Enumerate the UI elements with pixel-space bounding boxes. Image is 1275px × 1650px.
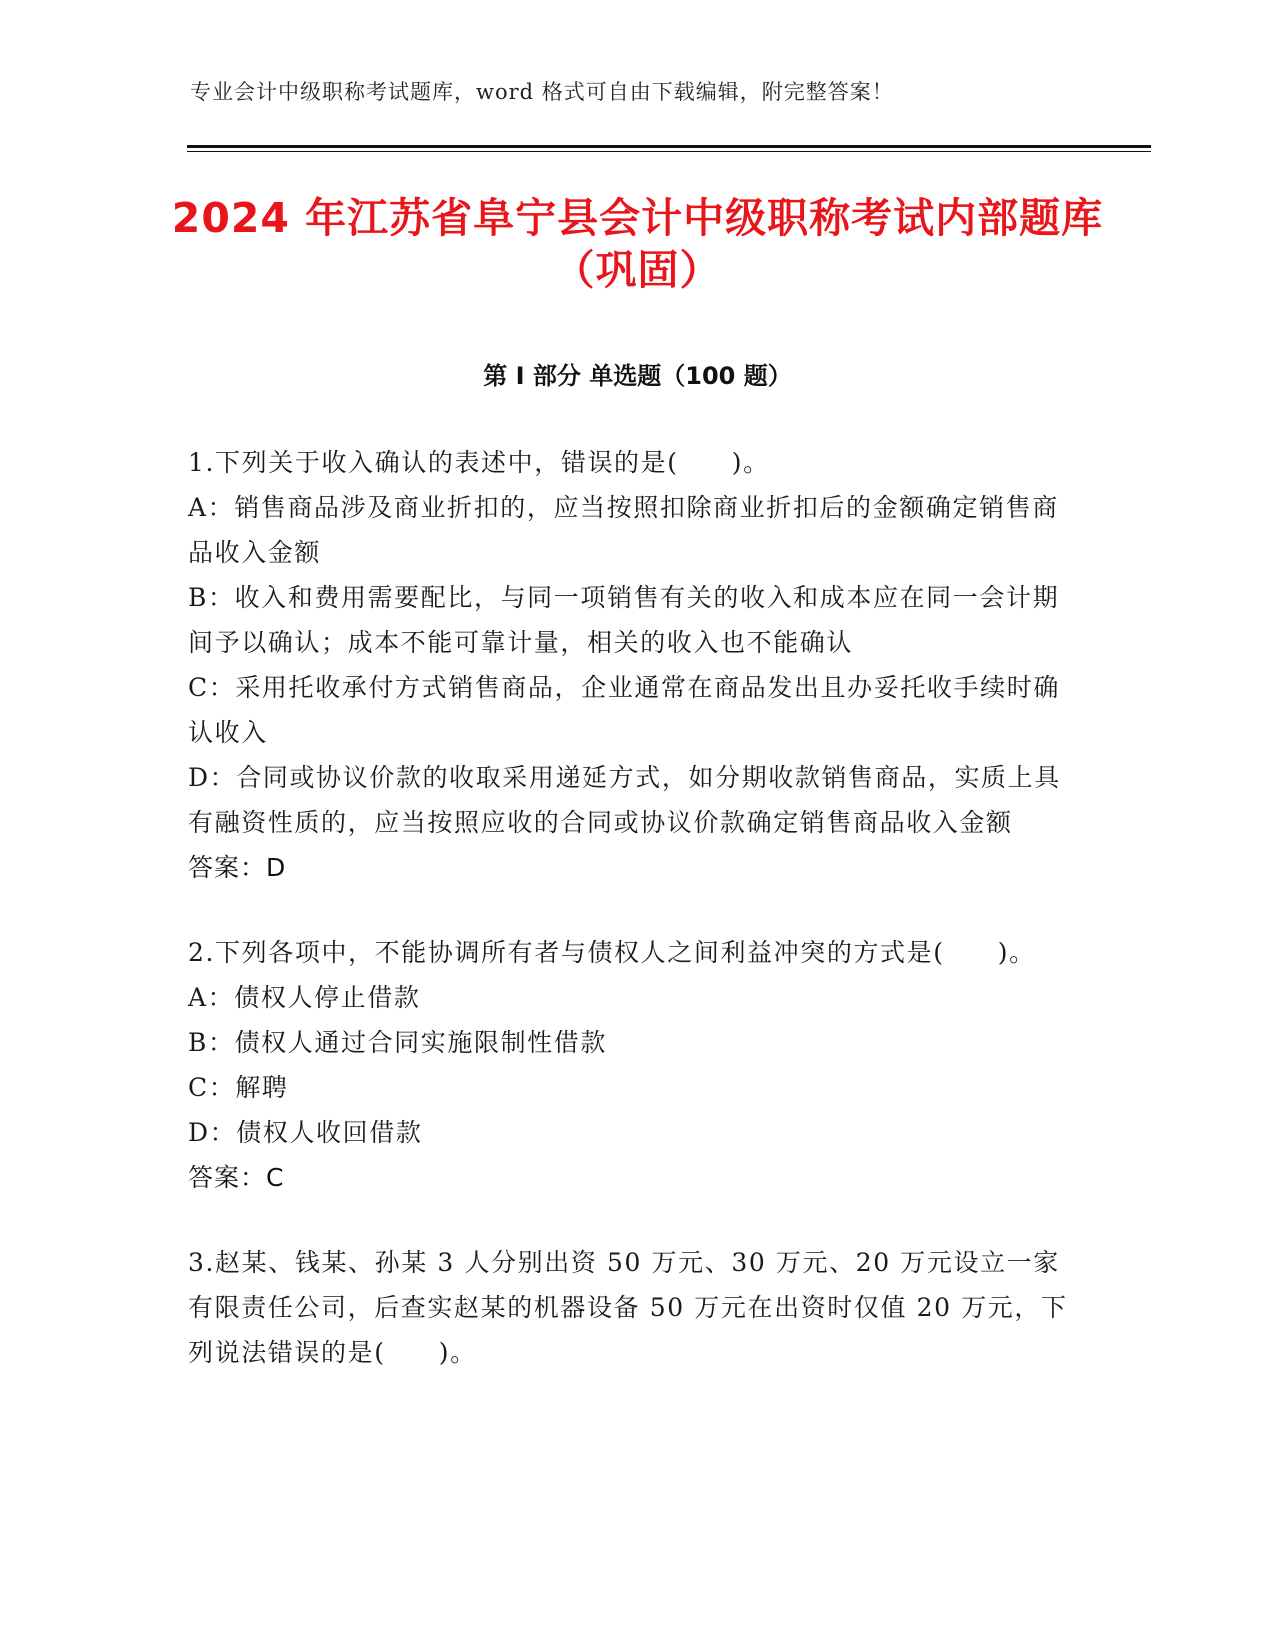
question-3 — [188, 1240, 1068, 1375]
section-title: 第 I 部分 单选题（100 题） — [483, 362, 792, 390]
question-stem: 2.下列各项中，不能协调所有者与债权人之间利益冲突的方式是( )。 — [188, 938, 1036, 967]
option-a: A：销售商品涉及商业折扣的，应当按照扣除商业折扣后的金额确定销售商品收入金额 — [188, 493, 1059, 567]
question-2 — [188, 930, 1068, 1200]
document-title: 2024 年江苏省阜宁县会计中级职称考试内部题库（巩固） — [171, 194, 1104, 294]
answer: 答案：C — [188, 1163, 285, 1192]
question-list — [188, 440, 1068, 1415]
option-b: B：债权人通过合同实施限制性借款 — [188, 1028, 607, 1057]
header-note: 专业会计中级职称考试题库，word 格式可自由下载编辑，附完整答案！ — [190, 80, 894, 104]
option-c: C：采用托收承付方式销售商品，企业通常在商品发出且办妥托收手续时确认收入 — [188, 673, 1060, 747]
option-d: D：债权人收回借款 — [188, 1118, 423, 1147]
question-1 — [188, 440, 1068, 890]
header-divider-thin — [187, 151, 1151, 152]
option-d: D：合同或协议价款的收取采用递延方式，如分期收款销售商品，实质上具有融资性质的，应当按照应收的合同或协议价款确定销售商品收入金额 — [188, 763, 1061, 837]
question-stem: 3.赵某、钱某、孙某 3 人分别出资 50 万元、30 万元、20 万元设立一家有限责任公司，后查实赵某的机器设备 50 万元在出资时仅值 20 万元，下列说法错误的是( )。 — [188, 1248, 1068, 1367]
option-c: C：解聘 — [188, 1073, 289, 1102]
header-divider — [187, 145, 1151, 148]
question-stem: 1.下列关于收入确认的表述中，错误的是( )。 — [188, 448, 770, 477]
option-b: B：收入和费用需要配比，与同一项销售有关的收入和成本应在同一会计期间予以确认；成本不能可靠计量，相关的收入也不能确认 — [188, 583, 1060, 657]
option-a: A：债权人停止借款 — [188, 983, 421, 1012]
answer: 答案：D — [188, 853, 287, 882]
